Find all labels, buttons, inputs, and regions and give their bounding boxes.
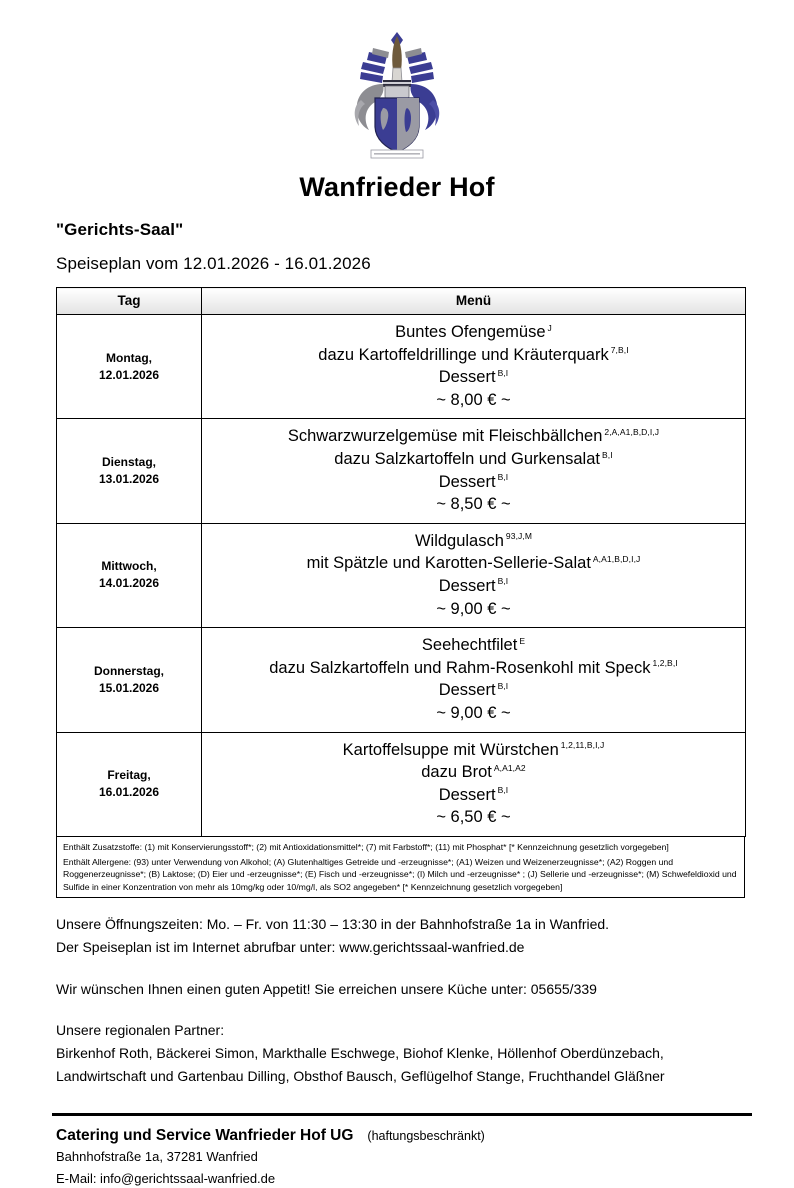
menu-dish-line <box>208 552 739 575</box>
menu-day-name: Freitag, <box>107 768 151 783</box>
menu-day-date: 13.01.2026 <box>98 472 160 487</box>
additives-note <box>63 841 739 854</box>
additives-note-text: Enthält Zusatzstoffe: (1) mit Konservierungsstoff*; (2) mit Antioxidationsmittel*; (7) mit Farbstoff*; (11) mit Phosphat* [* Kennzeichnung gesetzlich vorgegeben] <box>63 841 669 852</box>
menu-dish-cell <box>202 315 746 419</box>
footer-company-name: Catering und Service Wanfrieder Hof UG <box>56 1127 354 1145</box>
menu-dish-text: Dessert <box>438 785 496 804</box>
page-title: Wanfrieder Hof <box>299 172 495 202</box>
footer <box>56 1127 747 1188</box>
opening-info <box>56 913 747 958</box>
menu-price: ~ 6,50 € ~ <box>436 808 511 827</box>
menu-dish-line <box>208 425 739 448</box>
menu-dish-text: Dessert <box>438 472 496 491</box>
menu-period: Speiseplan vom 12.01.2026 - 16.01.2026 <box>56 254 371 274</box>
menu-day-name: Dienstag, <box>101 455 156 470</box>
menu-dish-text: Schwarzwurzelgemüse mit Fleischbällchen <box>287 427 603 446</box>
menu-dish-text: Dessert <box>438 368 496 387</box>
menu-day-date: 16.01.2026 <box>98 785 160 800</box>
menu-day-cell <box>57 419 202 523</box>
menu-dish-text: Buntes Ofengemüse <box>395 323 546 342</box>
menu-dish-line <box>208 471 739 494</box>
allergen-code: B,I <box>602 449 613 460</box>
footer-email: E-Mail: info@gerichtssaal-wanfried.de <box>56 1170 276 1186</box>
allergen-code: B,I <box>497 576 509 587</box>
allergen-code: 1,2,11,B,I,J <box>560 740 605 751</box>
allergen-code: 1,2,B,I <box>652 658 678 669</box>
menu-dish-line <box>208 761 739 784</box>
menu-dish-cell <box>202 419 746 523</box>
menu-day-name: Donnerstag, <box>93 663 164 678</box>
appetit-line: Wir wünschen Ihnen einen guten Appetit! Sie erreichen unsere Küche unter: 05655/339 <box>56 980 597 997</box>
allergen-code: A,A1,B,D,I,J <box>592 553 641 564</box>
menu-dish-text: Wildgulasch <box>414 531 504 550</box>
menu-day-cell <box>57 523 202 627</box>
menu-dish-text: Dessert <box>438 681 496 700</box>
menu-dish-text: dazu Kartoffeldrillinge und Kräuterquark <box>318 345 609 364</box>
allergen-notes-box <box>56 837 745 898</box>
menu-dish-line <box>208 366 739 389</box>
footer-liability-note: (haftungsbeschränkt) <box>367 1129 485 1144</box>
appetit-info <box>56 978 747 1001</box>
menu-day-cell <box>57 628 202 732</box>
partners-info <box>56 1019 747 1087</box>
table-row <box>57 315 746 419</box>
venue-subtitle: "Gerichts-Saal" <box>56 220 184 240</box>
menu-price: ~ 8,00 € ~ <box>436 390 511 409</box>
menu-day-name: Montag, <box>106 350 152 365</box>
table-row <box>57 523 746 627</box>
menu-table <box>56 287 746 837</box>
menu-dish-line <box>208 634 739 657</box>
menu-dish-cell <box>202 628 746 732</box>
menu-dish-line <box>208 575 739 598</box>
table-header-row <box>57 288 746 315</box>
menu-dish-line <box>208 679 739 702</box>
menu-dish-cell <box>202 523 746 627</box>
table-row <box>57 628 746 732</box>
allergen-code: J <box>547 322 552 333</box>
allergens-note <box>63 856 739 894</box>
menu-day-name: Mittwoch, <box>101 559 157 574</box>
footer-divider <box>52 1113 752 1116</box>
allergens-note-text: Enthält Allergene: (93) unter Verwendung von Alkohol; (A) Glutenhaltiges Getreide und -erzeugnisse*; (A1) Weizen und Weizenerzeugnisse*; (A2) Roggen und Roggenerzeugnisse*; (B) Laktose; (D) Eier und -erzeugnisse*; (E) Fisch und -erzeugnisse*; (I) Milch und -erzeugnisse* ; (J) Sellerie und -erzeugnisse*; (M) Schwefeldioxid und Sulfide in einer Konzentration von mehr als 10mg/kg oder 10/mg/l, als SO2 angegeben* [* Kennzeichnung gesetzlich vorgegeben] <box>63 856 737 892</box>
menu-table-head <box>57 288 746 315</box>
menu-table-body <box>57 315 746 837</box>
menu-day-cell <box>57 315 202 419</box>
menu-price: ~ 9,00 € ~ <box>436 599 511 618</box>
allergen-code: B,I <box>497 472 509 483</box>
opening-hours-line: Unsere Öffnungszeiten: Mo. – Fr. von 11:30 – 13:30 in der Bahnhofstraße 1a in Wanfried. <box>56 916 610 933</box>
allergen-code: A,A1,A2 <box>493 762 526 773</box>
menu-dish-line <box>208 784 739 807</box>
footer-company-row <box>56 1127 747 1145</box>
table-row <box>57 732 746 836</box>
menu-dish-text: mit Spätzle und Karotten-Sellerie-Salat <box>306 554 591 573</box>
menu-price: ~ 8,50 € ~ <box>436 495 511 514</box>
menu-price: ~ 9,00 € ~ <box>436 703 511 722</box>
allergen-code: B,I <box>497 367 509 378</box>
allergen-code: B,I <box>497 785 509 796</box>
menu-dish-line <box>208 657 739 680</box>
menu-dish-line <box>208 321 739 344</box>
allergen-code: B,I <box>497 680 509 691</box>
footer-address: Bahnhofstraße 1a, 37281 Wanfried <box>56 1149 258 1165</box>
allergen-code: 2,A,A1,B,D,I,J <box>604 426 660 437</box>
menu-dish-cell <box>202 732 746 836</box>
menu-dish-line <box>208 739 739 762</box>
menu-dish-line <box>208 344 739 367</box>
menu-dish-text: dazu Salzkartoffeln und Rahm-Rosenkohl mit Speck <box>269 658 651 677</box>
menu-dish-line <box>208 448 739 471</box>
crest-container <box>47 0 747 162</box>
menu-day-date: 14.01.2026 <box>98 576 160 591</box>
column-header-menu: Menü <box>202 288 746 315</box>
menu-dish-text: dazu Salzkartoffeln und Gurkensalat <box>334 450 600 469</box>
partners-line-1: Birkenhof Roth, Bäckerei Simon, Markthalle Eschwege, Biohof Klenke, Höllenhof Oberdünzebach, <box>56 1045 664 1062</box>
table-row <box>57 419 746 523</box>
menu-day-date: 12.01.2026 <box>98 367 160 382</box>
column-header-day: Tag <box>57 288 202 315</box>
allergen-code: 7,B,I <box>610 345 629 356</box>
menu-day-cell <box>57 732 202 836</box>
partners-line-2: Landwirtschaft und Gartenbau Dilling, Obsthof Bausch, Geflügelhof Stange, Fruchthandel Gläßner <box>56 1067 665 1084</box>
allergen-code: E <box>519 635 526 646</box>
menu-dish-text: Dessert <box>438 576 496 595</box>
menu-dish-line <box>208 530 739 553</box>
website-line: Der Speiseplan ist im Internet abrufbar unter: www.gerichtssaal-wanfried.de <box>56 939 525 956</box>
partners-title: Unsere regionalen Partner: <box>56 1022 225 1039</box>
allergen-code: 93,J,M <box>505 531 533 542</box>
menu-day-date: 15.01.2026 <box>98 680 160 695</box>
coat-of-arms-icon <box>339 22 455 162</box>
menu-dish-text: Kartoffelsuppe mit Würstchen <box>342 740 559 759</box>
menu-dish-text: dazu Brot <box>421 763 492 782</box>
menu-dish-text: Seehechtfilet <box>421 636 518 655</box>
